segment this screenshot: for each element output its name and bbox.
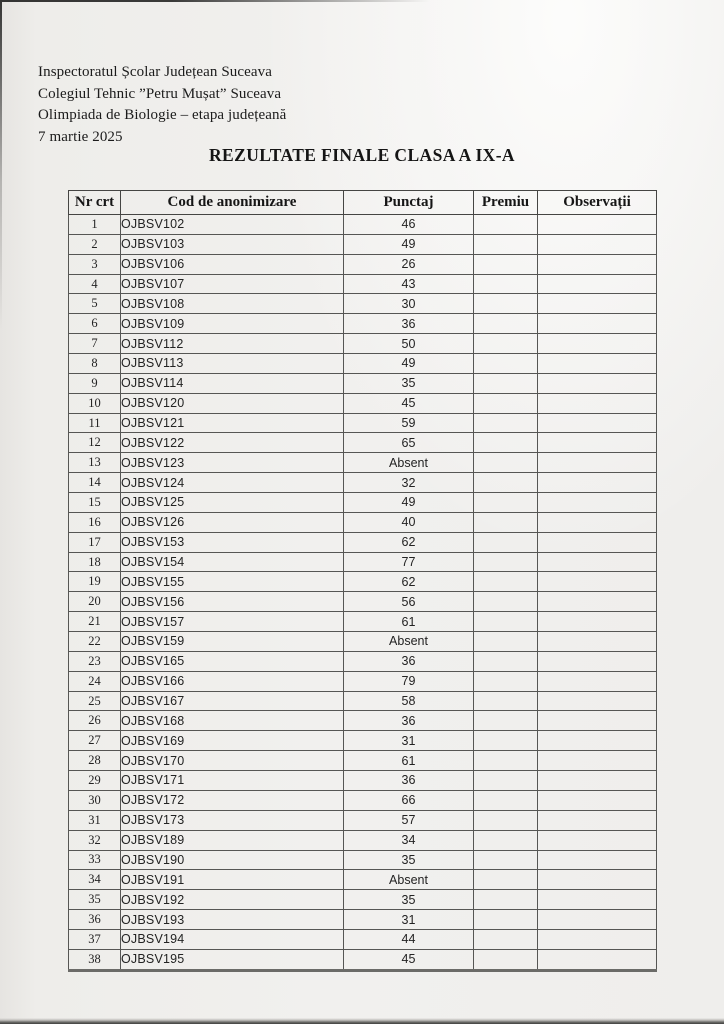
score-cell: 49 — [344, 354, 474, 374]
anonymization-code-cell: OJBSV120 — [121, 393, 344, 413]
row-number-cell: 20 — [69, 592, 121, 612]
table-row — [69, 771, 657, 791]
anonymization-code-cell: OJBSV170 — [121, 751, 344, 771]
prize-cell — [474, 254, 538, 274]
table-row — [69, 373, 657, 393]
prize-cell — [474, 751, 538, 771]
table-row — [69, 572, 657, 592]
prize-cell — [474, 493, 538, 513]
table-row — [69, 274, 657, 294]
score-cell: 77 — [344, 552, 474, 572]
anonymization-code-cell: OJBSV168 — [121, 711, 344, 731]
row-number-cell: 10 — [69, 393, 121, 413]
score-cell: 40 — [344, 512, 474, 532]
observations-cell — [538, 850, 657, 870]
results-table — [68, 190, 657, 972]
anonymization-code-cell: OJBSV103 — [121, 234, 344, 254]
score-cell: 32 — [344, 473, 474, 493]
score-cell: 45 — [344, 393, 474, 413]
anonymization-code-cell: OJBSV172 — [121, 790, 344, 810]
score-cell: 79 — [344, 671, 474, 691]
anonymization-code-cell: OJBSV107 — [121, 274, 344, 294]
table-row — [69, 294, 657, 314]
table-row — [69, 334, 657, 354]
observations-cell — [538, 810, 657, 830]
row-number-cell: 34 — [69, 870, 121, 890]
observations-cell — [538, 592, 657, 612]
anonymization-code-cell: OJBSV126 — [121, 512, 344, 532]
observations-cell — [538, 691, 657, 711]
observations-cell — [538, 552, 657, 572]
row-number-cell: 7 — [69, 334, 121, 354]
observations-cell — [538, 413, 657, 433]
anonymization-code-cell: OJBSV194 — [121, 929, 344, 949]
score-cell: Absent — [344, 453, 474, 473]
anonymization-code-cell: OJBSV123 — [121, 453, 344, 473]
observations-cell — [538, 532, 657, 552]
score-cell: Absent — [344, 632, 474, 652]
anonymization-code-cell: OJBSV167 — [121, 691, 344, 711]
anonymization-code-cell: OJBSV191 — [121, 870, 344, 890]
observations-cell — [538, 671, 657, 691]
anonymization-code-cell: OJBSV193 — [121, 910, 344, 930]
prize-cell — [474, 612, 538, 632]
row-number-cell: 31 — [69, 810, 121, 830]
prize-cell — [474, 334, 538, 354]
results-table-header — [69, 191, 657, 215]
score-cell: 45 — [344, 949, 474, 970]
prize-cell — [474, 453, 538, 473]
table-row — [69, 929, 657, 949]
observations-cell — [538, 493, 657, 513]
prize-cell — [474, 731, 538, 751]
scan-edge-top — [0, 0, 430, 2]
col-header-nr-crt: Nr crt — [69, 191, 121, 215]
prize-cell — [474, 512, 538, 532]
anonymization-code-cell: OJBSV124 — [121, 473, 344, 493]
results-table-body — [69, 215, 657, 971]
observations-cell — [538, 651, 657, 671]
table-row — [69, 870, 657, 890]
prize-cell — [474, 671, 538, 691]
table-row — [69, 731, 657, 751]
table-row — [69, 314, 657, 334]
observations-cell — [538, 632, 657, 652]
observations-cell — [538, 234, 657, 254]
row-number-cell: 33 — [69, 850, 121, 870]
prize-cell — [474, 234, 538, 254]
prize-cell — [474, 592, 538, 612]
letterhead-line-event: Olimpiada de Biologie – etapa județeană — [38, 107, 287, 123]
row-number-cell: 5 — [69, 294, 121, 314]
observations-cell — [538, 870, 657, 890]
observations-cell — [538, 830, 657, 850]
table-row — [69, 691, 657, 711]
score-cell: 26 — [344, 254, 474, 274]
observations-cell — [538, 771, 657, 791]
row-number-cell: 1 — [69, 215, 121, 235]
observations-cell — [538, 294, 657, 314]
row-number-cell: 27 — [69, 731, 121, 751]
row-number-cell: 14 — [69, 473, 121, 493]
anonymization-code-cell: OJBSV156 — [121, 592, 344, 612]
anonymization-code-cell: OJBSV153 — [121, 532, 344, 552]
prize-cell — [474, 532, 538, 552]
score-cell: 49 — [344, 493, 474, 513]
observations-cell — [538, 393, 657, 413]
row-number-cell: 29 — [69, 771, 121, 791]
observations-cell — [538, 274, 657, 294]
score-cell: 36 — [344, 771, 474, 791]
table-row — [69, 790, 657, 810]
prize-cell — [474, 711, 538, 731]
observations-cell — [538, 433, 657, 453]
score-cell: 36 — [344, 314, 474, 334]
observations-cell — [538, 254, 657, 274]
anonymization-code-cell: OJBSV192 — [121, 890, 344, 910]
table-row — [69, 393, 657, 413]
observations-cell — [538, 354, 657, 374]
score-cell: 43 — [344, 274, 474, 294]
anonymization-code-cell: OJBSV121 — [121, 413, 344, 433]
row-number-cell: 35 — [69, 890, 121, 910]
prize-cell — [474, 433, 538, 453]
row-number-cell: 6 — [69, 314, 121, 334]
row-number-cell: 32 — [69, 830, 121, 850]
table-row — [69, 413, 657, 433]
score-cell: Absent — [344, 870, 474, 890]
table-row — [69, 592, 657, 612]
score-cell: 58 — [344, 691, 474, 711]
row-number-cell: 18 — [69, 552, 121, 572]
observations-cell — [538, 612, 657, 632]
score-cell: 56 — [344, 592, 474, 612]
table-row — [69, 751, 657, 771]
score-cell: 31 — [344, 731, 474, 751]
prize-cell — [474, 572, 538, 592]
score-cell: 35 — [344, 850, 474, 870]
observations-cell — [538, 334, 657, 354]
letterhead-line-institution: Inspectoratul Școlar Județean Suceava — [38, 64, 273, 80]
anonymization-code-cell: OJBSV189 — [121, 830, 344, 850]
row-number-cell: 17 — [69, 532, 121, 552]
prize-cell — [474, 949, 538, 970]
document-title: REZULTATE FINALE CLASA A IX-A — [209, 145, 515, 165]
row-number-cell: 16 — [69, 512, 121, 532]
row-number-cell: 15 — [69, 493, 121, 513]
anonymization-code-cell: OJBSV154 — [121, 552, 344, 572]
table-row — [69, 215, 657, 235]
observations-cell — [538, 949, 657, 970]
prize-cell — [474, 413, 538, 433]
score-cell: 66 — [344, 790, 474, 810]
prize-cell — [474, 810, 538, 830]
anonymization-code-cell: OJBSV165 — [121, 651, 344, 671]
prize-cell — [474, 910, 538, 930]
table-row — [69, 890, 657, 910]
row-number-cell: 36 — [69, 910, 121, 930]
prize-cell — [474, 354, 538, 374]
prize-cell — [474, 393, 538, 413]
anonymization-code-cell: OJBSV166 — [121, 671, 344, 691]
table-row — [69, 532, 657, 552]
score-cell: 50 — [344, 334, 474, 354]
score-cell: 61 — [344, 612, 474, 632]
table-row — [69, 433, 657, 453]
score-cell: 36 — [344, 651, 474, 671]
observations-cell — [538, 929, 657, 949]
anonymization-code-cell: OJBSV122 — [121, 433, 344, 453]
row-number-cell: 24 — [69, 671, 121, 691]
observations-cell — [538, 910, 657, 930]
anonymization-code-cell: OJBSV159 — [121, 632, 344, 652]
row-number-cell: 23 — [69, 651, 121, 671]
anonymization-code-cell: OJBSV112 — [121, 334, 344, 354]
anonymization-code-cell: OJBSV125 — [121, 493, 344, 513]
score-cell: 44 — [344, 929, 474, 949]
table-row — [69, 711, 657, 731]
score-cell: 59 — [344, 413, 474, 433]
letterhead-line-date: 7 martie 2025 — [38, 128, 123, 145]
letterhead — [38, 62, 286, 148]
observations-cell — [538, 373, 657, 393]
prize-cell — [474, 890, 538, 910]
observations-cell — [538, 512, 657, 532]
table-row — [69, 552, 657, 572]
prize-cell — [474, 294, 538, 314]
scan-edge-bottom — [0, 1018, 724, 1024]
table-row — [69, 671, 657, 691]
table-row — [69, 949, 657, 970]
row-number-cell: 22 — [69, 632, 121, 652]
table-row — [69, 850, 657, 870]
col-header-punctaj: Punctaj — [344, 191, 474, 215]
table-row — [69, 612, 657, 632]
score-cell: 35 — [344, 890, 474, 910]
anonymization-code-cell: OJBSV195 — [121, 949, 344, 970]
prize-cell — [474, 215, 538, 235]
row-number-cell: 28 — [69, 751, 121, 771]
header-row — [69, 191, 657, 215]
table-row — [69, 651, 657, 671]
prize-cell — [474, 771, 538, 791]
score-cell: 35 — [344, 373, 474, 393]
col-header-observatii: Observații — [538, 191, 657, 215]
table-row — [69, 493, 657, 513]
score-cell: 31 — [344, 910, 474, 930]
anonymization-code-cell: OJBSV169 — [121, 731, 344, 751]
row-number-cell: 9 — [69, 373, 121, 393]
anonymization-code-cell: OJBSV157 — [121, 612, 344, 632]
table-row — [69, 234, 657, 254]
table-row — [69, 254, 657, 274]
anonymization-code-cell: OJBSV109 — [121, 314, 344, 334]
anonymization-code-cell: OJBSV155 — [121, 572, 344, 592]
prize-cell — [474, 790, 538, 810]
prize-cell — [474, 373, 538, 393]
score-cell: 62 — [344, 532, 474, 552]
table-row — [69, 512, 657, 532]
score-cell: 61 — [344, 751, 474, 771]
score-cell: 34 — [344, 830, 474, 850]
prize-cell — [474, 274, 538, 294]
observations-cell — [538, 731, 657, 751]
prize-cell — [474, 314, 538, 334]
row-number-cell: 3 — [69, 254, 121, 274]
row-number-cell: 2 — [69, 234, 121, 254]
observations-cell — [538, 751, 657, 771]
col-header-cod-anonimizare: Cod de anonimizare — [121, 191, 344, 215]
row-number-cell: 37 — [69, 929, 121, 949]
row-number-cell: 26 — [69, 711, 121, 731]
anonymization-code-cell: OJBSV102 — [121, 215, 344, 235]
anonymization-code-cell: OJBSV114 — [121, 373, 344, 393]
score-cell: 49 — [344, 234, 474, 254]
prize-cell — [474, 473, 538, 493]
anonymization-code-cell: OJBSV108 — [121, 294, 344, 314]
anonymization-code-cell: OJBSV113 — [121, 354, 344, 374]
prize-cell — [474, 929, 538, 949]
observations-cell — [538, 215, 657, 235]
letterhead-line-school: Colegiul Tehnic ”Petru Mușat” Suceava — [38, 85, 282, 102]
row-number-cell: 12 — [69, 433, 121, 453]
score-cell: 30 — [344, 294, 474, 314]
observations-cell — [538, 473, 657, 493]
table-row — [69, 632, 657, 652]
row-number-cell: 8 — [69, 354, 121, 374]
score-cell: 46 — [344, 215, 474, 235]
observations-cell — [538, 314, 657, 334]
row-number-cell: 19 — [69, 572, 121, 592]
observations-cell — [538, 790, 657, 810]
prize-cell — [474, 632, 538, 652]
anonymization-code-cell: OJBSV190 — [121, 850, 344, 870]
observations-cell — [538, 890, 657, 910]
row-number-cell: 4 — [69, 274, 121, 294]
score-cell: 57 — [344, 810, 474, 830]
row-number-cell: 13 — [69, 453, 121, 473]
table-row — [69, 910, 657, 930]
table-row — [69, 473, 657, 493]
score-cell: 62 — [344, 572, 474, 592]
prize-cell — [474, 830, 538, 850]
col-header-premiu: Premiu — [474, 191, 538, 215]
row-number-cell: 38 — [69, 949, 121, 970]
prize-cell — [474, 552, 538, 572]
score-cell: 36 — [344, 711, 474, 731]
prize-cell — [474, 651, 538, 671]
row-number-cell: 21 — [69, 612, 121, 632]
observations-cell — [538, 453, 657, 473]
row-number-cell: 11 — [69, 413, 121, 433]
table-row — [69, 810, 657, 830]
table-row — [69, 453, 657, 473]
observations-cell — [538, 572, 657, 592]
anonymization-code-cell: OJBSV106 — [121, 254, 344, 274]
observations-cell — [538, 711, 657, 731]
table-row — [69, 354, 657, 374]
row-number-cell: 30 — [69, 790, 121, 810]
anonymization-code-cell: OJBSV171 — [121, 771, 344, 791]
score-cell: 65 — [344, 433, 474, 453]
anonymization-code-cell: OJBSV173 — [121, 810, 344, 830]
prize-cell — [474, 691, 538, 711]
prize-cell — [474, 850, 538, 870]
prize-cell — [474, 870, 538, 890]
table-row — [69, 830, 657, 850]
row-number-cell: 25 — [69, 691, 121, 711]
